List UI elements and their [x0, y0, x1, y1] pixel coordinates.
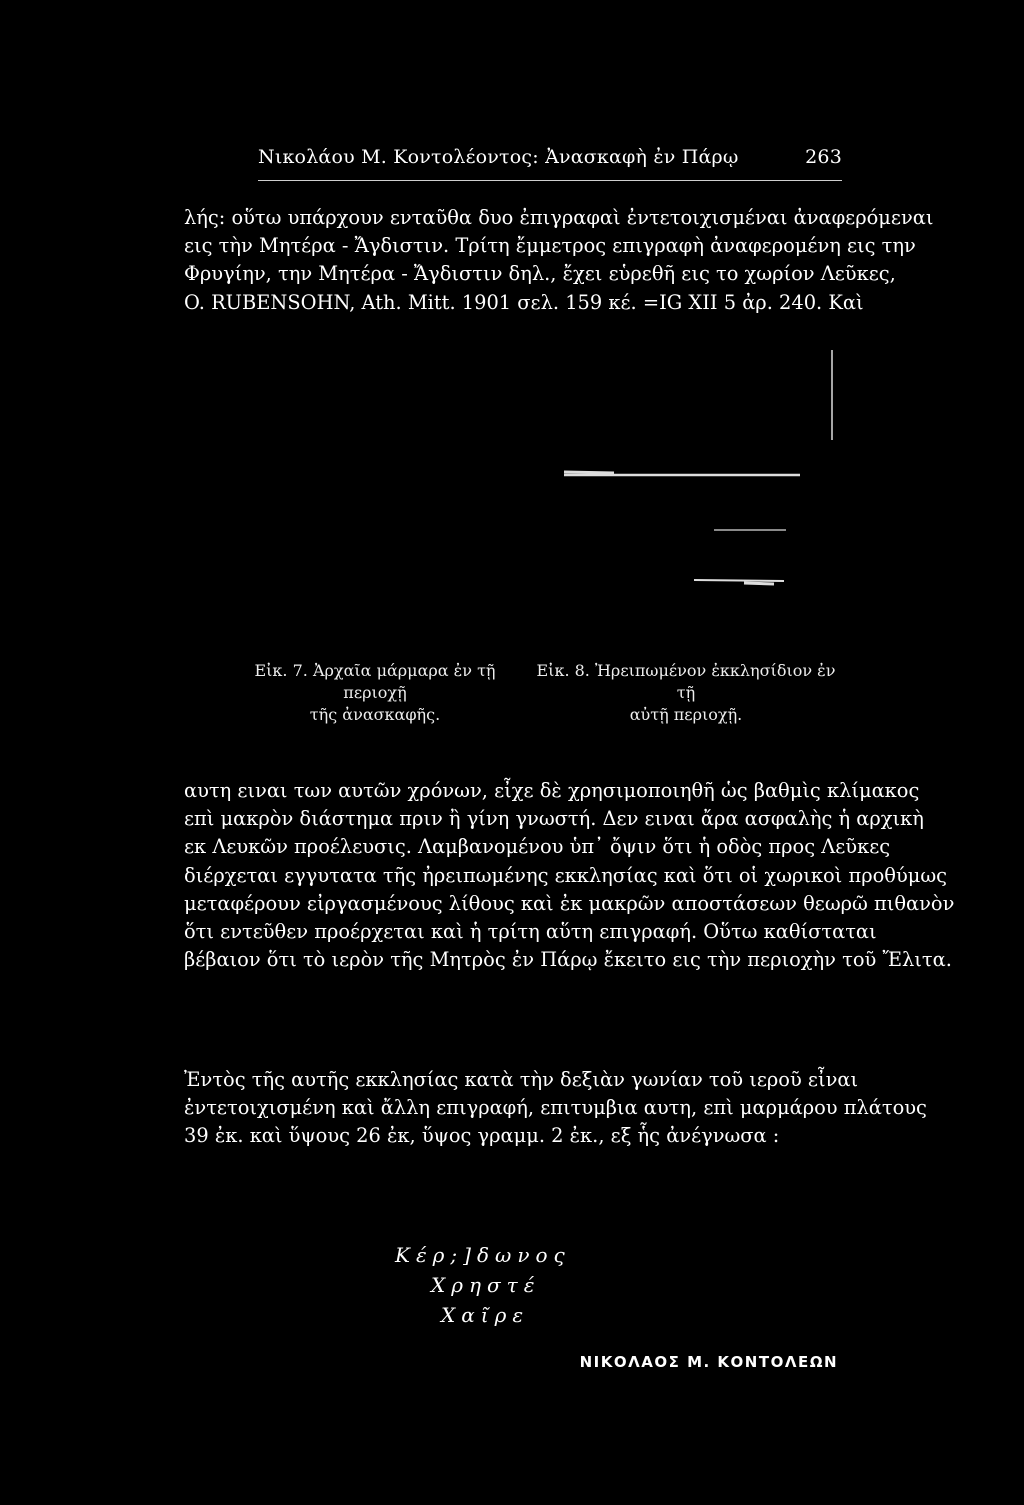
header-rule: [258, 180, 842, 181]
text-line: λής: οὕτω υπάρχουν ενταῦθα δυο ἐπιγραφαὶ ἐντετοιχισμέναι ἀναφερόμεναι: [184, 206, 934, 229]
running-head: [258, 146, 842, 168]
figure-7-image: [184, 340, 504, 650]
text-line: εκ Λευκῶν προέλευσις. Λαμβανομένου ὑπ᾿ ὄψιν ὅτι ἡ οδὸς προς Λεῦκες: [184, 835, 891, 859]
figure-8-image: [514, 340, 840, 650]
text-line: 39 ἐκ. καὶ ὕψους 26 ἐκ, ὕψος γραμμ. 2 ἐκ., εξ ἧς ἀνέγνωσα :: [184, 1124, 780, 1148]
figure-8-caption-line-2: αὐτῇ περιοχῇ.: [629, 705, 743, 724]
figure-8-caption-line-1: Εἰκ. 8. Ἠρειπωμένον ἐκκλησίδιον ἐν τῇ: [536, 661, 836, 702]
text-line: ὅτι εντεῦθεν προέρχεται καὶ ἡ τρίτη αὕτη επιγραφή. Οὕτω καθίσταται: [184, 920, 877, 944]
text-line: Φρυγίην, την Μητέρα - Ἄγδιστιν δηλ., ἔχει εὑρεθῆ εις το χωρίον Λεῦκες,: [184, 262, 896, 286]
author-signature: ΝΙΚΟΛΑΟΣ Μ. ΚΟΝΤΟΛΕΩΝ: [579, 1353, 838, 1371]
paragraph-2: [184, 777, 955, 974]
text-line: αυτη ειναι των αυτῶν χρόνων, εἶχε δὲ χρησιμοποιηθῆ ὡς βαθμὶς κλίμακος: [184, 779, 920, 802]
text-line: O. RUBENSOHN, Ath. Mitt. 1901 σελ. 159 κέ. =IG XII 5 ἀρ. 240. Καὶ: [184, 290, 864, 314]
paragraph-1: [184, 204, 934, 317]
paragraph-3: [184, 1066, 927, 1151]
text-line: μεταφέρουν εἰργασμένους λίθους καὶ ἐκ μακρῶν αποστάσεων θεωρῶ πιθανὸν: [184, 891, 955, 915]
text-line: ἐντετοιχισμένη καὶ ἄλλη επιγραφή, επιτυμβια αυτη, επὶ μαρμάρου πλάτους: [184, 1096, 927, 1120]
inscription-line: Χρηστέ: [431, 1273, 541, 1297]
inscription-line: Κέρ;]δωνος: [395, 1243, 571, 1267]
figure-7-caption-line-1: Εἰκ. 7. Ἀρχαῖα μάρμαρα ἐν τῇ περιοχῇ: [254, 661, 496, 702]
inscription-text: [395, 1240, 571, 1330]
text-line: εις τὴν Μητέρα - Ἄγδιστιν. Τρίτη ἔμμετρος επιγραφὴ ἀναφερομένη εις την: [184, 234, 916, 258]
running-title: Νικολάου Μ. Κοντολέοντος: Ἀνασκαφὴ ἐν Πάρῳ: [258, 146, 739, 168]
figure-7-caption: [230, 660, 520, 726]
inscription-line: Χαῖρε: [441, 1303, 530, 1327]
figure-7-caption-line-2: τῆς ἀνασκαφῆς.: [309, 705, 441, 724]
figures-photo-area: [184, 340, 840, 650]
text-line: Ἐντὸς τῆς αυτῆς εκκλησίας κατὰ τὴν δεξιὰν γωνίαν τοῦ ιεροῦ εἶναι: [184, 1068, 859, 1091]
text-line: επὶ μακρὸν διάστημα πριν ἢ γίνη γνωστή. Δεν ειναι ἄρα ασφαλὴς ἡ αρχικὴ: [184, 807, 924, 831]
page-number: 263: [805, 146, 842, 168]
text-line: βέβαιον ὅτι τὸ ιερὸν τῆς Μητρὸς ἐν Πάρῳ ἔκειτο εις τὴν περιοχὴν τοῦ Ἔλιτα.: [184, 948, 952, 972]
text-line: διέρχεται εγγυτατα τῆς ἠρειπωμένης εκκλησίας καὶ ὅτι οἱ χωρικοὶ προθύμως: [184, 863, 948, 887]
figure-8-caption: [528, 660, 844, 726]
